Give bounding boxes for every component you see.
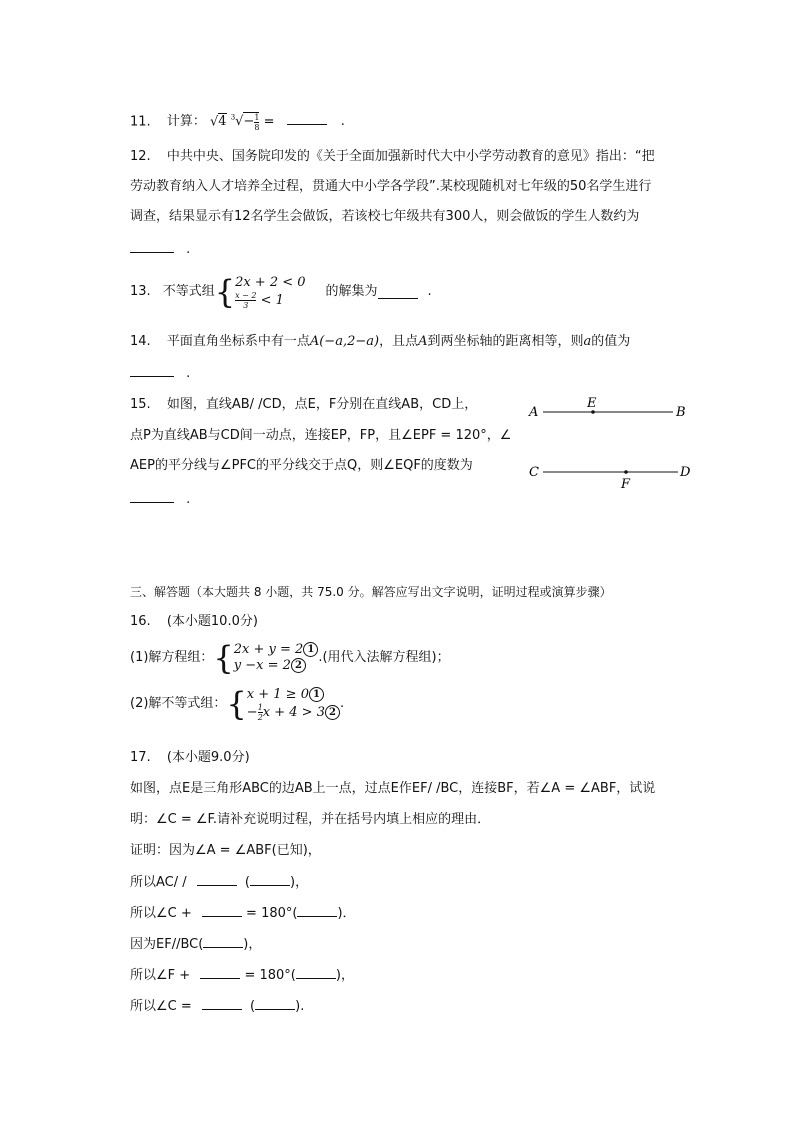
q17-line6: 因为EF//BC( )， [130, 937, 262, 952]
q14-answer: . [130, 364, 190, 383]
reason-blank[interactable] [250, 873, 290, 886]
label-d: D [680, 465, 691, 480]
q17-line4: 所以AC/ / ( )， [130, 875, 309, 890]
q17-line5: 所以∠C + = 180°( )． [130, 906, 356, 921]
answer-blank[interactable] [200, 966, 240, 979]
answer-blank[interactable] [202, 997, 242, 1010]
q13-number: 13. [130, 284, 151, 299]
answer-blank[interactable] [130, 364, 174, 377]
q15-number: 15. [130, 397, 151, 412]
label-f: F [621, 477, 631, 492]
q16-part1: (1)解方程组： { 2x + y = 2 1 y −x = 2 2 .(用代入法解方程组)； [130, 639, 450, 677]
answer-blank[interactable] [378, 286, 418, 299]
q17-line3: 证明：因为∠A = ∠ABF(已知)， [130, 843, 321, 858]
reason-blank[interactable] [297, 904, 337, 917]
answer-blank[interactable] [287, 112, 327, 125]
q17-line2: 明：∠C = ∠F.请补充说明过程，并在括号内填上相应的理由． [130, 812, 491, 827]
left-brace: { [214, 273, 236, 311]
circle-1-icon: 1 [303, 642, 318, 657]
left-brace: { [213, 639, 234, 677]
q12-line1: 12. 中共中央、国务院印发的《关于全面加强新时代大中小学劳动教育的意见》指出：“把 [130, 149, 655, 164]
sqrt-4: √4 [209, 114, 227, 130]
q12-answer: . [130, 240, 190, 259]
q12-line2: 劳动教育纳入人才培养全过程，贯通大中小学各学段”.某校现随机对七年级的50名学生进行 [130, 179, 652, 194]
q17-line1: 如图，点E是三角形ABC的边AB上一点，过点E作EF/ /BC，连接BF，若∠A = ∠ABF，试说 [130, 781, 656, 796]
cube-root-expression: $^3$√ − $\frac{1}{8}$ [230, 112, 260, 132]
q11-number: 11. [130, 114, 151, 130]
q17-header: 17. (本小题9.0分) [130, 750, 250, 765]
q12-number: 12. [130, 149, 151, 164]
label-b: B [676, 405, 686, 420]
circle-2-icon: 2 [291, 658, 306, 673]
reason-blank[interactable] [296, 966, 336, 979]
circle-1-icon: 1 [309, 687, 324, 702]
q17-line8: 所以∠C = ( ). [130, 999, 305, 1014]
parallel-lines-figure [525, 395, 705, 495]
q15-answer: . [130, 490, 190, 509]
q12-line3: 调查，结果显示有12名学生会做饭，若该校七年级共有300人，则会做饭的学生人数约为 [130, 209, 640, 224]
label-e: E [587, 396, 597, 411]
equation-system: 2x + y = 2 1 y −x = 2 2 [234, 642, 319, 674]
answer-blank[interactable] [202, 904, 242, 917]
label-a: A [529, 405, 539, 420]
answer-blank[interactable] [197, 873, 237, 886]
q17-number: 17. [130, 750, 151, 765]
q15-line2: 点P为直线AB与CD间一动点，连接EP，FP，且∠EPF = 120°，∠ [130, 428, 512, 443]
circle-2-icon: 2 [325, 705, 340, 720]
q16-number: 16. [130, 614, 151, 629]
inequality-system: 2x + 2 < 0 $\frac{x - 2}{3}$ < 1 [235, 274, 306, 310]
q14: 14. 平面直角坐标系中有一点A(−a,2−a)，且点A到两坐标轴的距离相等，则a的值为 [130, 334, 631, 349]
section-heading: 三、解答题（本大题共 8 小题，共 75.0 分。解答应写出文字说明，证明过程或演算步骤） [130, 585, 612, 599]
reason-blank[interactable] [203, 935, 243, 948]
equals-sign: = [263, 114, 275, 130]
q15-line3: AEP的平分线与∠PFC的平分线交于点Q，则∠EQF的度数为 [130, 458, 473, 473]
q13: 13. 不等式组 { 2x + 2 < 0 $\frac{x - 2}{3}$ < 1 的解集为 . [130, 273, 432, 311]
q16-header: 16. (本小题10.0分) [130, 614, 258, 629]
q15-line1: 15. 如图，直线AB/ /CD，点E，F分别在直线AB，CD上， [130, 397, 478, 412]
point-f [624, 470, 628, 474]
q14-number: 14. [130, 334, 151, 349]
answer-blank[interactable] [130, 490, 174, 503]
answer-blank[interactable] [130, 240, 174, 253]
inequality-system: x + 1 ≥ 0 1 − $\frac{1}{2}$ x + 4 > 3 2 [247, 687, 340, 722]
label-c: C [529, 465, 539, 480]
q11-label: 计算： [166, 114, 206, 130]
q16-part2: (2)解不等式组： { x + 1 ≥ 0 1 − $\frac{1}{2}$ x + 4 > 3 2 . [130, 685, 345, 723]
reason-blank[interactable] [255, 997, 295, 1010]
q11: 11. 计算： √4 $^3$√ − $\frac{1}{8}$ = . [130, 112, 345, 132]
left-brace: { [226, 685, 247, 723]
q17-line7: 所以∠F + = 180°( )， [130, 968, 354, 983]
